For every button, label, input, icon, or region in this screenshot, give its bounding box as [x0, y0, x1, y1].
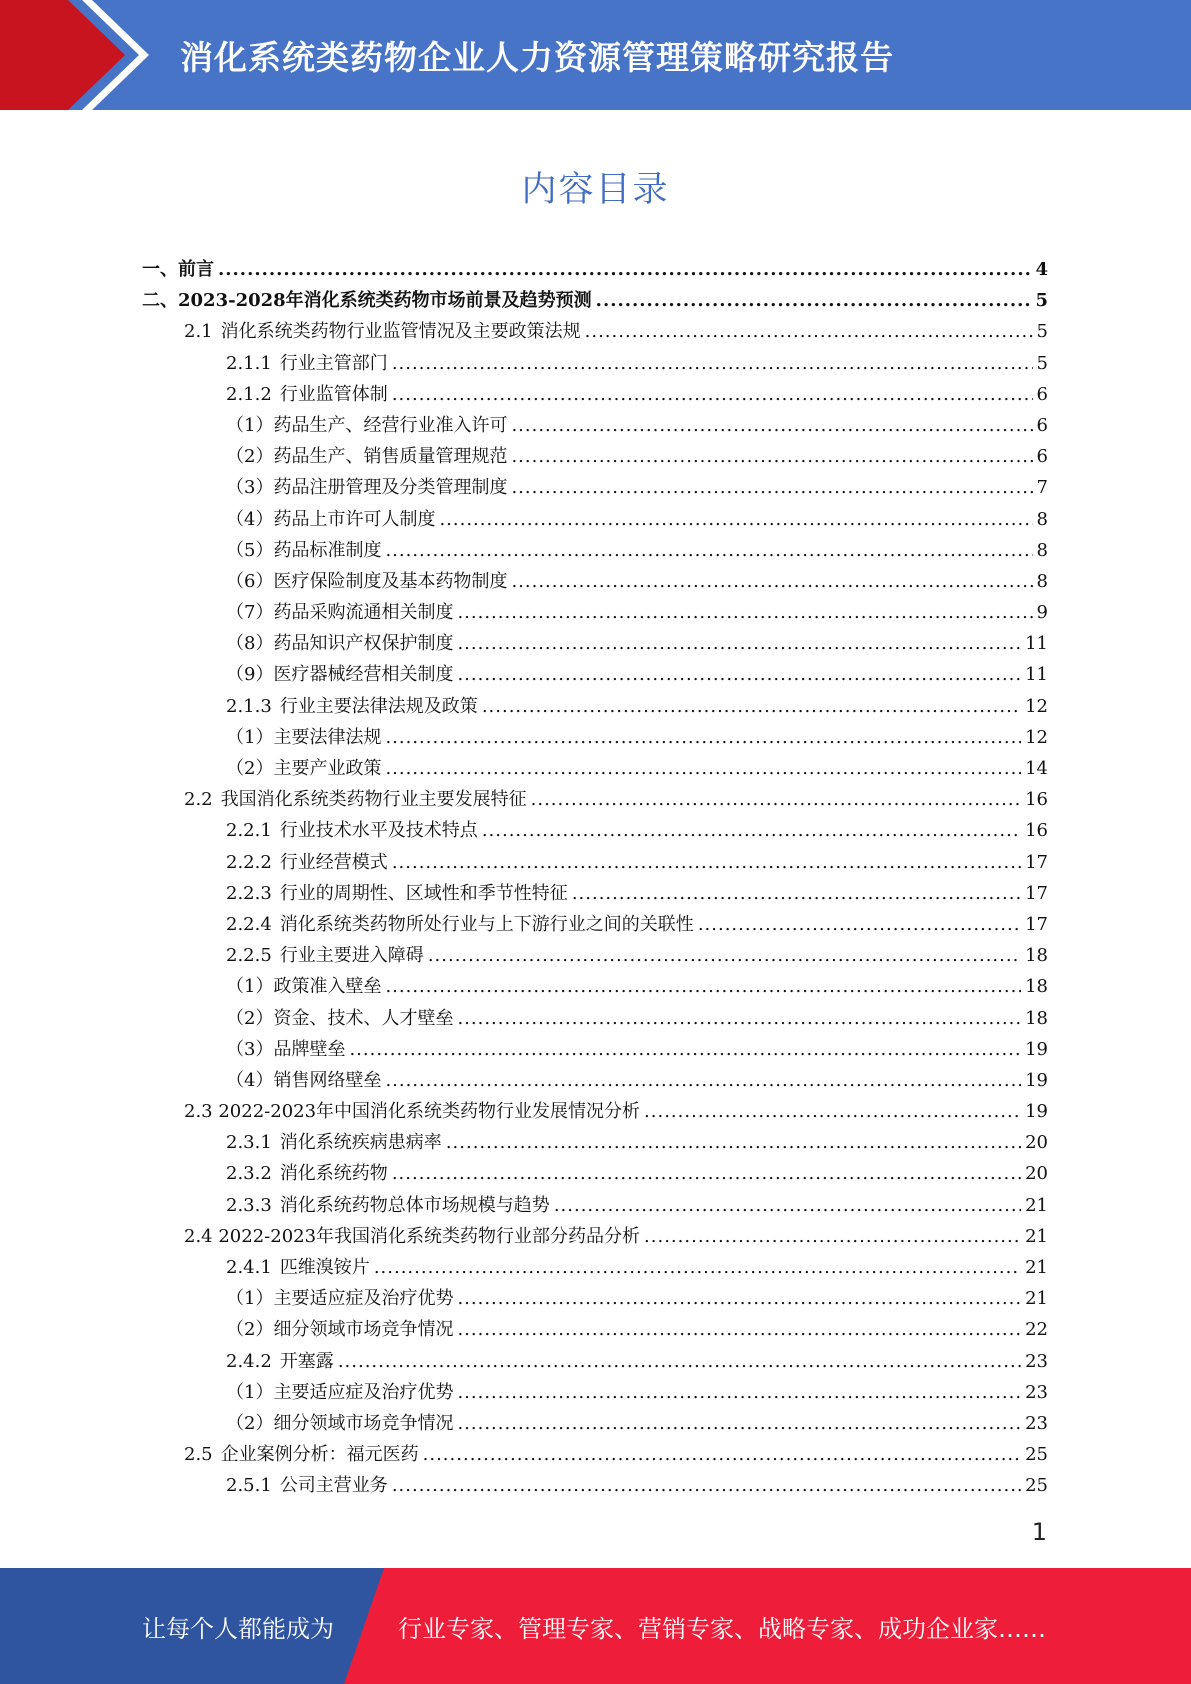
table-of-contents — [142, 254, 1048, 1502]
dot-leader — [338, 1346, 1021, 1377]
toc-entry-page: 7 — [1036, 477, 1048, 499]
toc-entry-page: 18 — [1025, 976, 1048, 998]
toc-entry-page: 19 — [1025, 1069, 1048, 1091]
toc-entry-number: 2.2.2 — [226, 851, 272, 873]
toc-entry[interactable] — [142, 1283, 1048, 1314]
toc-entry[interactable] — [142, 285, 1048, 316]
toc-entry-page: 5 — [1036, 352, 1048, 374]
toc-entry-page: 25 — [1025, 1475, 1048, 1497]
dot-leader — [392, 847, 1021, 878]
toc-entry-title: （1）政策准入壁垒 — [226, 976, 382, 998]
toc-entry-page: 6 — [1036, 414, 1048, 436]
toc-entry[interactable] — [142, 1439, 1048, 1470]
toc-entry[interactable] — [142, 597, 1048, 628]
dot-leader — [585, 316, 1033, 347]
toc-entry-title: （2）主要产业政策 — [226, 758, 382, 779]
dot-leader — [392, 379, 1033, 410]
toc-entry-title: （2）细分领域市场竞争情况 — [226, 1319, 454, 1341]
dot-leader — [457, 1377, 1021, 1408]
dot-leader — [385, 971, 1021, 1002]
dot-leader — [596, 285, 1032, 316]
toc-entry-title: 行业监管体制 — [279, 383, 388, 405]
toc-entry-title: 行业主要法律法规及政策 — [279, 695, 478, 717]
toc-entry[interactable] — [142, 722, 1048, 753]
dot-leader — [392, 1470, 1021, 1501]
toc-entry-number: 2.4.1 — [226, 1257, 272, 1278]
dot-leader — [385, 722, 1021, 753]
toc-entry-number: 2.1 — [184, 321, 213, 343]
toc-entry[interactable] — [142, 1470, 1048, 1501]
toc-entry-title: 消化系统药物 — [279, 1163, 388, 1185]
dot-leader — [457, 1408, 1021, 1439]
toc-entry-page: 5 — [1036, 321, 1048, 343]
toc-entry-page: 17 — [1025, 882, 1048, 904]
toc-entry-page: 18 — [1025, 945, 1048, 967]
toc-entry-number: 2.2.1 — [226, 820, 272, 842]
toc-entry-page: 12 — [1025, 726, 1048, 748]
chevron-arrow-icon — [0, 0, 160, 110]
dot-leader — [511, 566, 1032, 597]
dot-leader — [457, 1283, 1021, 1314]
toc-entry-page: 21 — [1025, 1257, 1048, 1278]
toc-entry-title: 行业技术水平及技术特点 — [279, 820, 478, 842]
toc-entry-title: 消化系统类药物行业监管情况及主要政策法规 — [220, 321, 581, 343]
toc-entry[interactable] — [142, 535, 1048, 566]
toc-entry-title: （8）药品知识产权保护制度 — [226, 633, 454, 655]
toc-entry[interactable] — [142, 1158, 1048, 1189]
dot-leader — [511, 410, 1032, 441]
dot-leader — [385, 753, 1021, 784]
dot-leader — [482, 815, 1021, 846]
toc-entry-page: 6 — [1036, 383, 1048, 405]
toc-entry-page: 18 — [1025, 1007, 1048, 1029]
toc-entry-title: （4）药品上市许可人制度 — [226, 508, 436, 530]
toc-entry-title: 2.3 2022-2023年中国消化系统类药物行业发展情况分析 — [184, 1101, 641, 1123]
dot-leader — [385, 1065, 1021, 1096]
dot-leader — [698, 909, 1021, 940]
toc-entry-page: 14 — [1025, 758, 1048, 779]
dot-leader — [531, 784, 1021, 815]
toc-entry-page: 21 — [1025, 1225, 1048, 1247]
toc-entry-page: 8 — [1036, 539, 1048, 561]
dot-leader — [457, 628, 1021, 659]
toc-entry[interactable] — [142, 472, 1048, 503]
toc-entry-title: （1）主要法律法规 — [226, 726, 382, 748]
toc-entry-title: （2）药品生产、销售质量管理规范 — [226, 446, 508, 468]
toc-entry-page: 20 — [1025, 1132, 1048, 1154]
toc-entry-page: 17 — [1025, 913, 1048, 935]
toc-entry[interactable] — [142, 815, 1048, 846]
toc-entry-page: 8 — [1036, 508, 1048, 530]
toc-entry-title: （7）药品采购流通相关制度 — [226, 602, 454, 624]
toc-entry[interactable] — [142, 753, 1048, 784]
toc-entry[interactable] — [142, 1065, 1048, 1096]
toc-entry[interactable] — [142, 410, 1048, 441]
dot-leader — [511, 472, 1032, 503]
dot-leader — [349, 1034, 1021, 1065]
toc-entry-title: 二、2023-2028年消化系统类药物市场前景及趋势预测 — [142, 290, 592, 312]
toc-entry-title: 开塞露 — [279, 1350, 334, 1372]
toc-entry-page: 23 — [1025, 1412, 1048, 1434]
dot-leader — [511, 441, 1032, 472]
toc-entry-page: 25 — [1025, 1444, 1048, 1466]
toc-entry-number: 2.2.3 — [226, 882, 272, 904]
toc-entry[interactable] — [142, 441, 1048, 472]
toc-entry-page: 16 — [1025, 789, 1048, 811]
toc-entry[interactable] — [142, 316, 1048, 347]
toc-entry-title: （3）品牌壁垒 — [226, 1038, 346, 1060]
toc-entry-title: 行业的周期性、区域性和季节性特征 — [279, 882, 568, 904]
toc-entry[interactable] — [142, 691, 1048, 722]
dot-leader — [644, 1096, 1021, 1127]
toc-entry[interactable] — [142, 784, 1048, 815]
dot-leader — [554, 1190, 1021, 1221]
toc-entry-number: 2.3.3 — [226, 1194, 272, 1216]
toc-entry-title: 行业主管部门 — [279, 352, 388, 374]
toc-entry-title: （4）销售网络壁垒 — [226, 1069, 382, 1091]
dot-leader — [644, 1221, 1021, 1252]
toc-entry-page: 16 — [1025, 820, 1048, 842]
toc-entry-title: （3）药品注册管理及分类管理制度 — [226, 477, 508, 499]
toc-entry-page: 17 — [1025, 851, 1048, 873]
toc-entry-page: 11 — [1025, 633, 1048, 655]
toc-entry-title: 行业经营模式 — [279, 851, 388, 873]
dot-leader — [482, 691, 1021, 722]
toc-entry-title: （9）医疗器械经营相关制度 — [226, 664, 454, 686]
toc-entry-number: 2.2.5 — [226, 945, 272, 967]
toc-entry[interactable] — [142, 1096, 1048, 1127]
dot-leader — [457, 1003, 1021, 1034]
toc-entry-title: （1）主要适应症及治疗优势 — [226, 1288, 454, 1310]
toc-entry-number: 2.3.2 — [226, 1163, 272, 1185]
toc-entry-number: 2.3.1 — [226, 1132, 272, 1154]
toc-entry[interactable] — [142, 1377, 1048, 1408]
dot-leader — [392, 348, 1033, 379]
toc-entry-page: 23 — [1025, 1381, 1048, 1403]
header-band — [0, 0, 1191, 110]
toc-entry-title: 匹维溴铵片 — [279, 1257, 370, 1278]
toc-entry[interactable] — [142, 566, 1048, 597]
toc-entry-number: 2.1.1 — [226, 352, 272, 374]
toc-entry-title: （2）资金、技术、人才壁垒 — [226, 1007, 454, 1029]
toc-entry-number: 2.4.2 — [226, 1350, 272, 1372]
report-title: 消化系统类药物企业人力资源管理策略研究报告 — [180, 37, 894, 77]
dot-leader — [392, 1158, 1021, 1189]
toc-entry-title: 消化系统疾病患病率 — [279, 1132, 442, 1154]
dot-leader — [457, 597, 1032, 628]
slogan-right: 行业专家、管理专家、营销专家、战略专家、成功企业家…… — [398, 1614, 1046, 1643]
toc-entry-title: （5）药品标准制度 — [226, 539, 382, 561]
toc-entry[interactable] — [142, 1003, 1048, 1034]
toc-entry-title: 2.4 2022-2023年我国消化系统类药物行业部分药品分析 — [184, 1225, 641, 1247]
dot-leader — [428, 940, 1021, 971]
toc-entry-number: 2.1.3 — [226, 695, 272, 717]
toc-entry-title: 行业主要进入障碍 — [279, 945, 424, 967]
toc-entry[interactable] — [142, 940, 1048, 971]
dot-leader — [423, 1439, 1021, 1470]
dot-leader — [385, 535, 1032, 566]
footer-band — [0, 1568, 1191, 1684]
toc-entry-title: 我国消化系统类药物行业主要发展特征 — [220, 789, 527, 811]
toc-entry-title: 一、前言 — [142, 259, 214, 280]
toc-entry-number: 2.1.2 — [226, 383, 272, 405]
toc-entry-number: 2.2 — [184, 789, 213, 811]
toc-entry-number: 2.5 — [184, 1444, 213, 1466]
toc-entry[interactable] — [142, 1221, 1048, 1252]
toc-entry-title: （6）医疗保险制度及基本药物制度 — [226, 570, 508, 592]
dot-leader — [439, 504, 1032, 535]
toc-entry[interactable] — [142, 504, 1048, 535]
toc-entry[interactable] — [142, 1127, 1048, 1158]
toc-entry[interactable] — [142, 1314, 1048, 1345]
toc-entry-page: 23 — [1025, 1350, 1048, 1372]
dot-leader — [572, 878, 1021, 909]
toc-entry-title: （1）主要适应症及治疗优势 — [226, 1381, 454, 1403]
dot-leader — [457, 1314, 1021, 1345]
toc-entry-page: 4 — [1035, 259, 1048, 280]
toc-entry[interactable] — [142, 628, 1048, 659]
dot-leader — [457, 659, 1021, 690]
dot-leader — [374, 1252, 1021, 1283]
toc-entry-page: 6 — [1036, 446, 1048, 468]
toc-entry[interactable] — [142, 659, 1048, 690]
toc-entry[interactable] — [142, 1190, 1048, 1221]
toc-entry[interactable] — [142, 878, 1048, 909]
toc-entry-page: 5 — [1035, 290, 1048, 312]
toc-entry[interactable] — [142, 909, 1048, 940]
toc-heading: 内容目录 — [521, 170, 670, 210]
toc-entry[interactable] — [142, 348, 1048, 379]
toc-entry-title: 消化系统药物总体市场规模与趋势 — [279, 1194, 550, 1216]
toc-entry-page: 20 — [1025, 1163, 1048, 1185]
toc-entry[interactable] — [142, 1034, 1048, 1065]
page-number: 1 — [1031, 1518, 1047, 1546]
toc-entry-page: 9 — [1036, 602, 1048, 624]
toc-entry-number: 2.2.4 — [226, 913, 272, 935]
toc-entry[interactable] — [142, 1252, 1048, 1283]
toc-entry-title: 企业案例分析：福元医药 — [220, 1444, 419, 1466]
toc-entry[interactable] — [142, 1346, 1048, 1377]
toc-entry-title: （2）细分领域市场竞争情况 — [226, 1412, 454, 1434]
toc-entry[interactable] — [142, 847, 1048, 878]
toc-entry-number: 2.5.1 — [226, 1475, 272, 1497]
toc-entry-title: （1）药品生产、经营行业准入许可 — [226, 414, 508, 436]
toc-entry-page: 11 — [1025, 664, 1048, 686]
toc-entry-title: 消化系统类药物所处行业与上下游行业之间的关联性 — [279, 913, 694, 935]
toc-entry-page: 19 — [1025, 1038, 1048, 1060]
toc-entry-page: 22 — [1025, 1319, 1048, 1341]
dot-leader — [218, 254, 1031, 285]
toc-entry[interactable] — [142, 1408, 1048, 1439]
toc-entry-page: 8 — [1036, 570, 1048, 592]
toc-entry-page: 12 — [1025, 695, 1048, 717]
toc-entry-page: 21 — [1025, 1194, 1048, 1216]
toc-entry[interactable] — [142, 379, 1048, 410]
dot-leader — [446, 1127, 1021, 1158]
toc-entry-page: 21 — [1025, 1288, 1048, 1310]
toc-entry-title: 公司主营业务 — [279, 1475, 388, 1497]
slogan-left: 让每个人都能成为 — [142, 1614, 334, 1643]
toc-entry[interactable] — [142, 971, 1048, 1002]
toc-entry-page: 19 — [1025, 1101, 1048, 1123]
toc-entry[interactable] — [142, 254, 1048, 285]
